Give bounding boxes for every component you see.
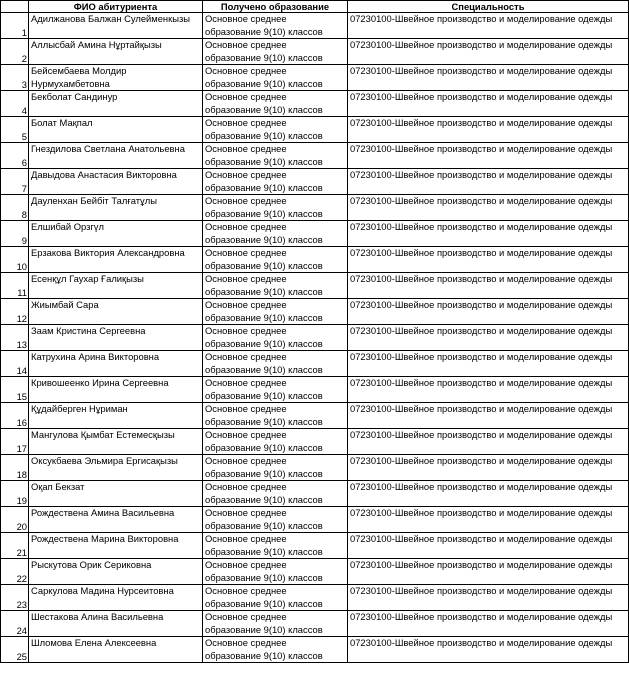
applicant-name-cell: Ерзакова Виктория Александровна xyxy=(29,247,203,273)
table-row xyxy=(1,247,629,273)
education-cell: Основное среднее образование 9(10) классов xyxy=(203,117,348,143)
row-number-cell: 19 xyxy=(1,481,29,507)
education-cell: Основное среднее образование 9(10) классов xyxy=(203,455,348,481)
education-cell: Основное среднее образование 9(10) классов xyxy=(203,351,348,377)
education-cell: Основное среднее образование 9(10) классов xyxy=(203,429,348,455)
applicant-name-cell: Мангулова Қымбат Естемесқызы xyxy=(29,429,203,455)
row-number-cell: 14 xyxy=(1,351,29,377)
table-row xyxy=(1,13,629,39)
table-row xyxy=(1,195,629,221)
header-specialty: Специальность xyxy=(348,1,629,13)
specialty-cell: 07230100-Швейное производство и моделирование одежды xyxy=(348,481,629,507)
table-row xyxy=(1,559,629,585)
applicant-name-cell: Кривошеенко Ирина Сергеевна xyxy=(29,377,203,403)
row-number-cell: 13 xyxy=(1,325,29,351)
education-cell: Основное среднее образование 9(10) классов xyxy=(203,91,348,117)
applicant-name-cell: Адилжанова Балжан Сулейменкызы xyxy=(29,13,203,39)
applicant-name-cell: Болат Мақпал xyxy=(29,117,203,143)
table-row xyxy=(1,299,629,325)
education-cell: Основное среднее образование 9(10) классов xyxy=(203,169,348,195)
table-row xyxy=(1,377,629,403)
education-cell: Основное среднее образование 9(10) классов xyxy=(203,403,348,429)
header-number xyxy=(1,1,29,13)
row-number-cell: 3 xyxy=(1,65,29,91)
specialty-cell: 07230100-Швейное производство и моделирование одежды xyxy=(348,273,629,299)
table-row xyxy=(1,39,629,65)
header-applicant-name: ФИО абитуриента xyxy=(29,1,203,13)
specialty-cell: 07230100-Швейное производство и моделирование одежды xyxy=(348,169,629,195)
row-number-cell: 15 xyxy=(1,377,29,403)
specialty-cell: 07230100-Швейное производство и моделирование одежды xyxy=(348,13,629,39)
row-number-cell: 25 xyxy=(1,637,29,663)
row-number-cell: 5 xyxy=(1,117,29,143)
education-cell: Основное среднее образование 9(10) классов xyxy=(203,585,348,611)
specialty-cell: 07230100-Швейное производство и моделирование одежды xyxy=(348,403,629,429)
education-cell: Основное среднее образование 9(10) классов xyxy=(203,39,348,65)
applicant-name-cell: Саркулова Мадина Нурсеитовна xyxy=(29,585,203,611)
education-cell: Основное среднее образование 9(10) классов xyxy=(203,221,348,247)
table-row xyxy=(1,429,629,455)
row-number-cell: 8 xyxy=(1,195,29,221)
applicant-name-cell: Жиымбай Сара xyxy=(29,299,203,325)
education-cell: Основное среднее образование 9(10) классов xyxy=(203,325,348,351)
row-number-cell: 6 xyxy=(1,143,29,169)
table-row xyxy=(1,403,629,429)
specialty-cell: 07230100-Швейное производство и моделирование одежды xyxy=(348,533,629,559)
row-number-cell: 4 xyxy=(1,91,29,117)
table-row xyxy=(1,65,629,91)
specialty-cell: 07230100-Швейное производство и моделирование одежды xyxy=(348,65,629,91)
table-row xyxy=(1,455,629,481)
table-row xyxy=(1,585,629,611)
specialty-cell: 07230100-Швейное производство и моделирование одежды xyxy=(348,559,629,585)
specialty-cell: 07230100-Швейное производство и моделирование одежды xyxy=(348,247,629,273)
applicant-name-cell: Давыдова Анастасия Викторовна xyxy=(29,169,203,195)
specialty-cell: 07230100-Швейное производство и моделирование одежды xyxy=(348,299,629,325)
table-row xyxy=(1,481,629,507)
table-row xyxy=(1,273,629,299)
specialty-cell: 07230100-Швейное производство и моделирование одежды xyxy=(348,611,629,637)
specialty-cell: 07230100-Швейное производство и моделирование одежды xyxy=(348,507,629,533)
row-number-cell: 24 xyxy=(1,611,29,637)
specialty-cell: 07230100-Швейное производство и моделирование одежды xyxy=(348,91,629,117)
education-cell: Основное среднее образование 9(10) классов xyxy=(203,195,348,221)
specialty-cell: 07230100-Швейное производство и моделирование одежды xyxy=(348,585,629,611)
education-cell: Основное среднее образование 9(10) классов xyxy=(203,377,348,403)
table-row xyxy=(1,611,629,637)
applicant-name-cell: Дауленхан Бейбіт Талғатұлы xyxy=(29,195,203,221)
education-cell: Основное среднее образование 9(10) классов xyxy=(203,65,348,91)
row-number-cell: 21 xyxy=(1,533,29,559)
table-row xyxy=(1,143,629,169)
table-row xyxy=(1,325,629,351)
applicant-name-cell: Шломова Елена Алексеевна xyxy=(29,637,203,663)
applicant-name-cell: Аллысбай Амина Нұртайқызы xyxy=(29,39,203,65)
row-number-cell: 9 xyxy=(1,221,29,247)
table-body xyxy=(1,13,629,663)
header-education: Получено образование xyxy=(203,1,348,13)
specialty-cell: 07230100-Швейное производство и моделирование одежды xyxy=(348,143,629,169)
table-row xyxy=(1,117,629,143)
applicant-name-cell: Бейсембаева Молдир Нурмухамбетовна xyxy=(29,65,203,91)
education-cell: Основное среднее образование 9(10) классов xyxy=(203,247,348,273)
row-number-cell: 17 xyxy=(1,429,29,455)
row-number-cell: 1 xyxy=(1,13,29,39)
education-cell: Основное среднее образование 9(10) классов xyxy=(203,533,348,559)
applicant-name-cell: Гнездилова Светлана Анатольевна xyxy=(29,143,203,169)
applicant-name-cell: Оқап Бекзат xyxy=(29,481,203,507)
applicant-name-cell: Рождествена Амина Васильевна xyxy=(29,507,203,533)
applicant-name-cell: Есенқұл Гаухар Ғалиқызы xyxy=(29,273,203,299)
row-number-cell: 11 xyxy=(1,273,29,299)
table-row xyxy=(1,351,629,377)
education-cell: Основное среднее образование 9(10) классов xyxy=(203,507,348,533)
education-cell: Основное среднее образование 9(10) классов xyxy=(203,299,348,325)
row-number-cell: 10 xyxy=(1,247,29,273)
specialty-cell: 07230100-Швейное производство и моделирование одежды xyxy=(348,195,629,221)
education-cell: Основное среднее образование 9(10) классов xyxy=(203,143,348,169)
row-number-cell: 12 xyxy=(1,299,29,325)
education-cell: Основное среднее образование 9(10) классов xyxy=(203,273,348,299)
specialty-cell: 07230100-Швейное производство и моделирование одежды xyxy=(348,325,629,351)
table-row xyxy=(1,91,629,117)
applicant-name-cell: Рождествена Марина Викторовна xyxy=(29,533,203,559)
header-row xyxy=(1,1,629,13)
row-number-cell: 18 xyxy=(1,455,29,481)
education-cell: Основное среднее образование 9(10) классов xyxy=(203,559,348,585)
applicant-name-cell: Рыскутова Орик Сериковна xyxy=(29,559,203,585)
applicant-name-cell: Елшибай Орзгүл xyxy=(29,221,203,247)
applicant-name-cell: Катрухина Арина Викторовна xyxy=(29,351,203,377)
table-header xyxy=(1,1,629,13)
education-cell: Основное среднее образование 9(10) классов xyxy=(203,481,348,507)
applicant-name-cell: Заам Кристина Сергеевна xyxy=(29,325,203,351)
table-row xyxy=(1,169,629,195)
row-number-cell: 23 xyxy=(1,585,29,611)
table-row xyxy=(1,637,629,663)
table-row xyxy=(1,507,629,533)
specialty-cell: 07230100-Швейное производство и моделирование одежды xyxy=(348,455,629,481)
specialty-cell: 07230100-Швейное производство и моделирование одежды xyxy=(348,351,629,377)
row-number-cell: 16 xyxy=(1,403,29,429)
specialty-cell: 07230100-Швейное производство и моделирование одежды xyxy=(348,377,629,403)
specialty-cell: 07230100-Швейное производство и моделирование одежды xyxy=(348,39,629,65)
table-row xyxy=(1,221,629,247)
applicant-name-cell: Бекболат Сандинур xyxy=(29,91,203,117)
applicant-name-cell: Құдайберген Нұриман xyxy=(29,403,203,429)
specialty-cell: 07230100-Швейное производство и моделирование одежды xyxy=(348,221,629,247)
education-cell: Основное среднее образование 9(10) классов xyxy=(203,611,348,637)
row-number-cell: 2 xyxy=(1,39,29,65)
specialty-cell: 07230100-Швейное производство и моделирование одежды xyxy=(348,637,629,663)
row-number-cell: 20 xyxy=(1,507,29,533)
applicant-name-cell: Оксукбаева Эльмира Ергисақызы xyxy=(29,455,203,481)
table-row xyxy=(1,533,629,559)
education-cell: Основное среднее образование 9(10) классов xyxy=(203,637,348,663)
row-number-cell: 7 xyxy=(1,169,29,195)
applicant-name-cell: Шестакова Алина Васильевна xyxy=(29,611,203,637)
education-cell: Основное среднее образование 9(10) классов xyxy=(203,13,348,39)
specialty-cell: 07230100-Швейное производство и моделирование одежды xyxy=(348,429,629,455)
specialty-cell: 07230100-Швейное производство и моделирование одежды xyxy=(348,117,629,143)
row-number-cell: 22 xyxy=(1,559,29,585)
